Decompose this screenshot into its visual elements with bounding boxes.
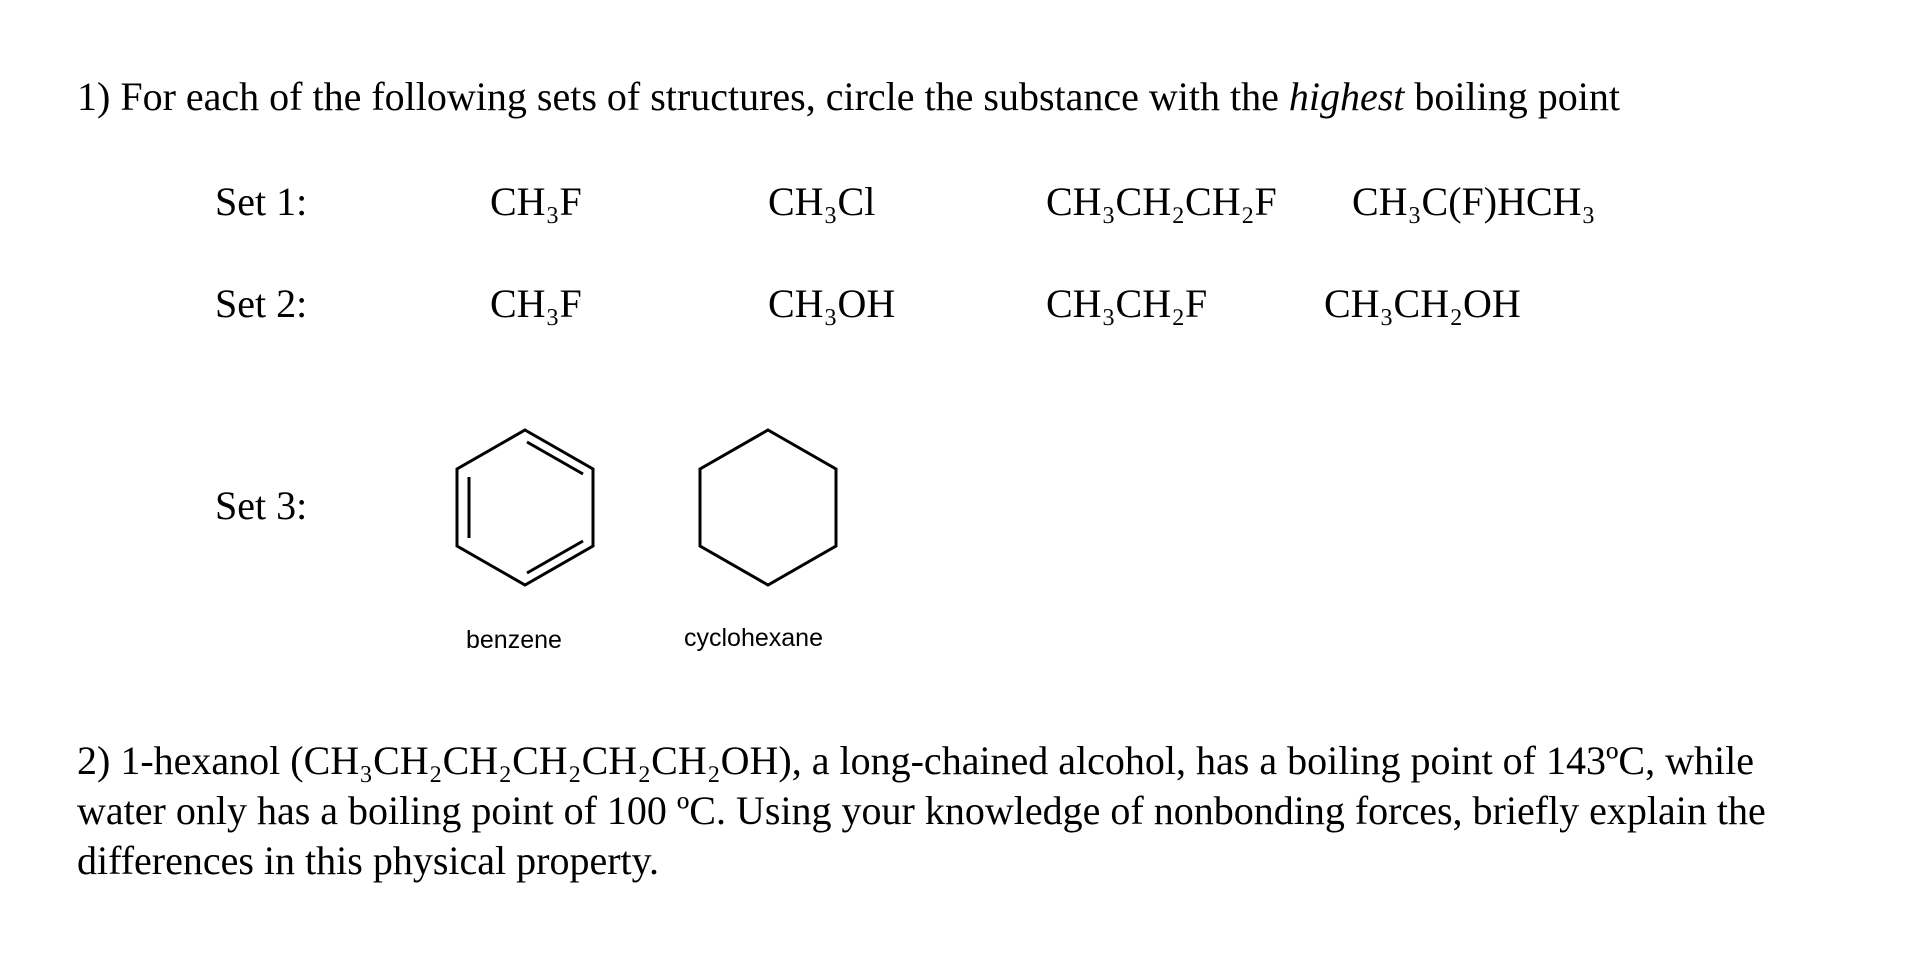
cyclohexane-caption: cyclohexane xyxy=(684,624,823,652)
set-1-label: Set 1: xyxy=(215,179,308,224)
question-2-line-1: 2) 1-hexanol (CH₃CH₂CH₂CH₂CH₂CH₂OH), a long-chained alcohol, has a boiling point of 143ºC, while xyxy=(77,738,1754,783)
set-2-formula-3[interactable]: CH₃CH₂F xyxy=(1046,281,1208,326)
question-2-prompt xyxy=(77,736,1877,886)
benzene-ring-icon[interactable] xyxy=(450,422,600,592)
set-2-formula-2[interactable]: CH₃OH xyxy=(768,281,896,326)
set-2-label: Set 2: xyxy=(215,281,308,326)
question-1-suffix: boiling point xyxy=(1414,74,1620,119)
question-1-emphasis: highest xyxy=(1288,74,1405,119)
set-1-formula-4[interactable]: CH₃C(F)HCH₃ xyxy=(1352,179,1596,224)
set-1-formula-1[interactable]: CH₃F xyxy=(490,179,582,224)
cyclohexane-ring-icon[interactable] xyxy=(693,422,843,592)
question-1-prompt xyxy=(77,73,1620,121)
question-1-prefix: 1) For each of the following sets of structures, circle the substance with the xyxy=(77,74,1279,119)
question-2-line-3: differences in this physical property. xyxy=(77,838,660,883)
set-2-formula-4[interactable]: CH₃CH₂OH xyxy=(1324,281,1521,326)
set-2-formula-1[interactable]: CH₃F xyxy=(490,281,582,326)
benzene-caption: benzene xyxy=(466,626,562,654)
question-2-line-2: water only has a boiling point of 100 ºC. Using your knowledge of nonbonding forces, briefly explain the xyxy=(77,788,1766,833)
set-1-formula-2[interactable]: CH₃Cl xyxy=(768,179,876,224)
set-1-formula-3[interactable]: CH₃CH₂CH₂F xyxy=(1046,179,1277,224)
set-3-label: Set 3: xyxy=(215,483,308,528)
